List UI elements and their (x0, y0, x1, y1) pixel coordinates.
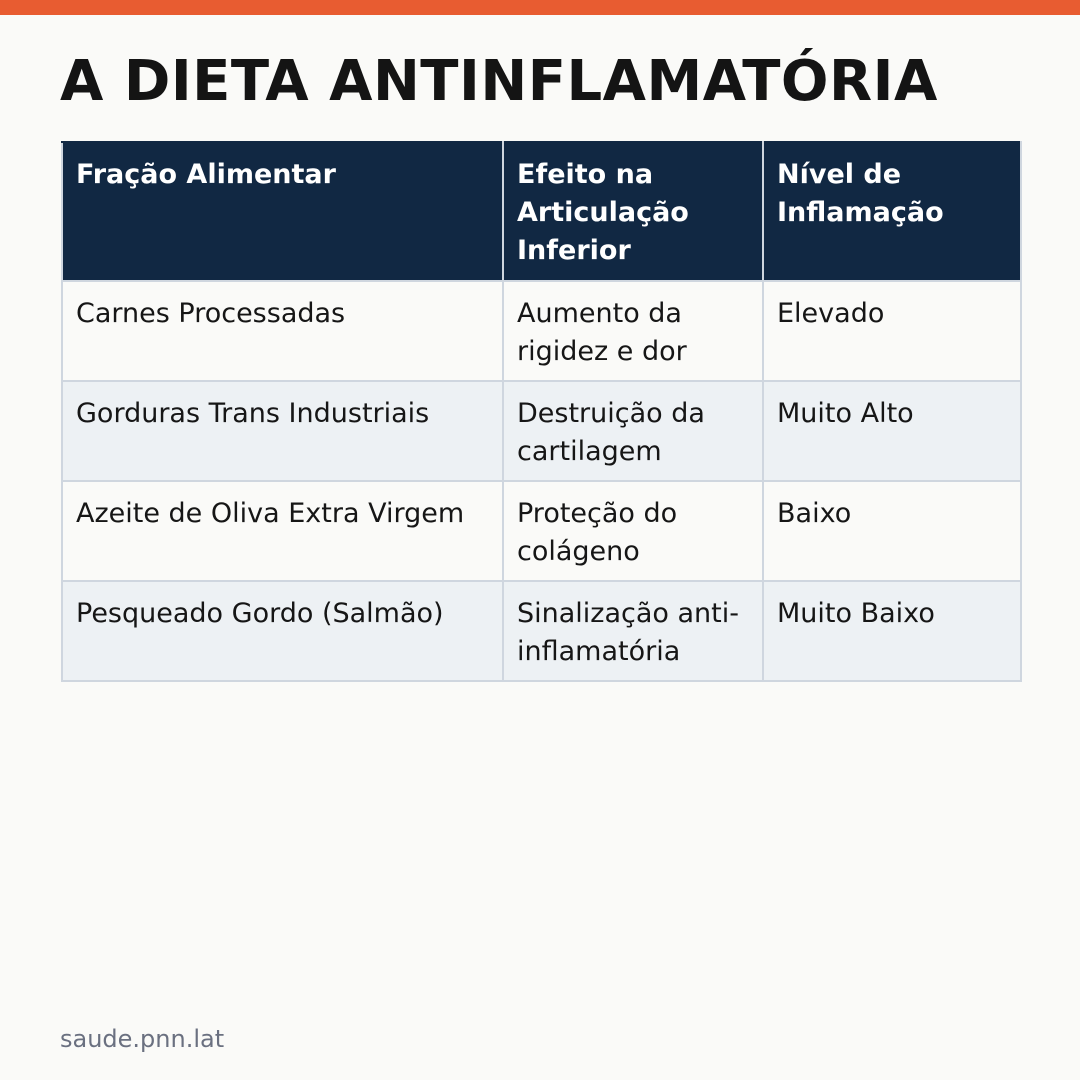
table-header-row (62, 142, 1021, 281)
cell-food: Azeite de Oliva Extra Virgem (62, 481, 503, 581)
cell-effect: Aumento da rigidez e dor (503, 281, 763, 381)
accent-bar (0, 0, 1080, 15)
cell-effect: Sinalização anti-inflamatória (503, 581, 763, 681)
cell-food: Carnes Processadas (62, 281, 503, 381)
cell-food: Pesqueado Gordo (Salmão) (62, 581, 503, 681)
food-inflammation-table (61, 141, 1022, 682)
page-title: A DIETA ANTINFLAMATÓRIA (60, 49, 938, 114)
table-row (62, 381, 1021, 481)
column-header-level: Nível de Inflamação (763, 142, 1021, 281)
cell-level: Muito Baixo (763, 581, 1021, 681)
column-header-effect: Efeito na Articulação Inferior (503, 142, 763, 281)
table-row (62, 281, 1021, 381)
cell-level: Muito Alto (763, 381, 1021, 481)
table-row (62, 581, 1021, 681)
cell-food: Gorduras Trans Industriais (62, 381, 503, 481)
table-row (62, 481, 1021, 581)
column-header-food: Fração Alimentar (62, 142, 503, 281)
footer-site-url: saude.pnn.lat (60, 1025, 225, 1053)
cell-level: Baixo (763, 481, 1021, 581)
cell-effect: Proteção do colágeno (503, 481, 763, 581)
cell-level: Elevado (763, 281, 1021, 381)
cell-effect: Destruição da cartilagem (503, 381, 763, 481)
